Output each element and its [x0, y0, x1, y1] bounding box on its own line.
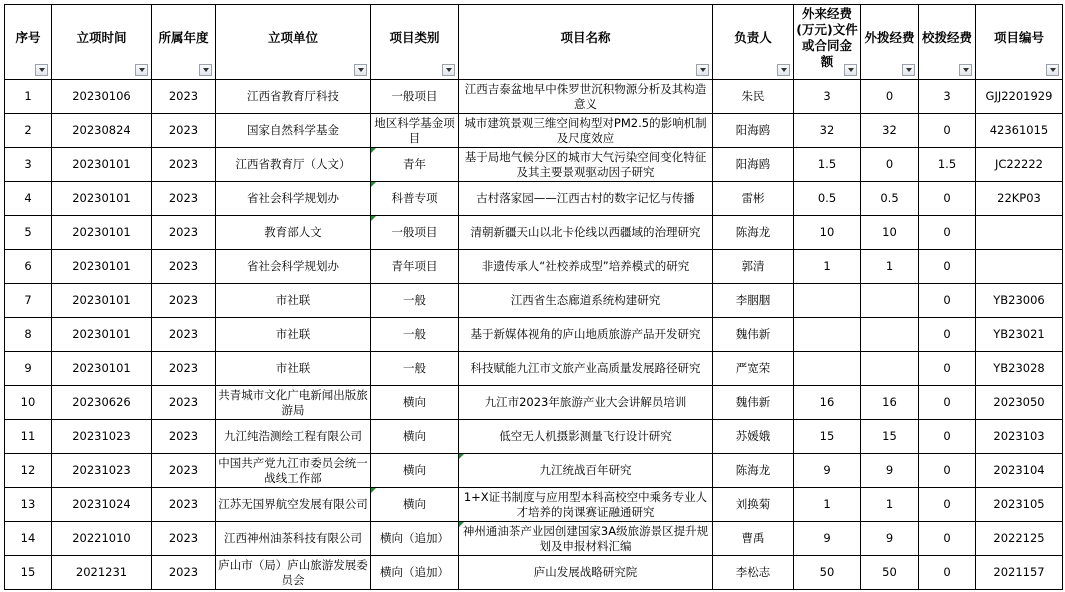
cell-ext_fund[interactable] — [794, 352, 861, 386]
cell-ext_alloc[interactable]: 32 — [861, 114, 919, 148]
table-row — [5, 318, 1063, 352]
cell-unit[interactable]: 江西神州油茶科技有限公司 — [216, 522, 371, 556]
cell-ext_alloc[interactable]: 16 — [861, 386, 919, 420]
cell-date[interactable]: 20221010 — [52, 522, 152, 556]
cell-type[interactable]: 地区科学基金项目 — [371, 114, 459, 148]
cell-date[interactable]: 20230101 — [52, 216, 152, 250]
cell-school_alloc[interactable]: 1.5 — [919, 148, 976, 182]
cell-ext_alloc[interactable]: 50 — [861, 556, 919, 590]
cell-seq[interactable]: 1 — [5, 80, 52, 114]
cell-ext_fund[interactable]: 32 — [794, 114, 861, 148]
cell-unit[interactable]: 共青城市文化广电新闻出版旅游局 — [216, 386, 371, 420]
cell-leader[interactable]: 曹禹 — [713, 522, 794, 556]
header-label: 外来经费(万元)文件或合同金额 — [796, 6, 858, 69]
cell-ext_fund[interactable] — [794, 284, 861, 318]
cell-code[interactable]: YB23006 — [976, 284, 1063, 318]
cell-type[interactable]: 青年项目 — [371, 250, 459, 284]
cell-year[interactable]: 2023 — [152, 80, 216, 114]
header-row — [5, 5, 1063, 80]
cell-type[interactable]: 横向 — [371, 386, 459, 420]
cell-date[interactable]: 20230101 — [52, 284, 152, 318]
cell-type[interactable]: 青年 — [371, 148, 459, 182]
cell-ext_alloc[interactable] — [861, 318, 919, 352]
cell-seq[interactable]: 10 — [5, 386, 52, 420]
cell-seq[interactable]: 9 — [5, 352, 52, 386]
cell-name[interactable]: 古村落家园——江西古村的数字记忆与传播 — [459, 182, 713, 216]
cell-seq[interactable]: 8 — [5, 318, 52, 352]
cell-year[interactable]: 2023 — [152, 148, 216, 182]
header-code[interactable] — [976, 5, 1063, 80]
cell-leader[interactable]: 魏伟新 — [713, 386, 794, 420]
cell-unit[interactable]: 省社会科学规划办 — [216, 182, 371, 216]
cell-seq[interactable]: 15 — [5, 556, 52, 590]
header-school_alloc[interactable] — [919, 5, 976, 80]
cell-year[interactable]: 2023 — [152, 420, 216, 454]
table-row — [5, 80, 1063, 114]
filter-dropdown-icon[interactable] — [844, 64, 857, 76]
spreadsheet-table — [4, 4, 1063, 590]
table-row — [5, 250, 1063, 284]
cell-type[interactable]: 一般 — [371, 318, 459, 352]
table-row — [5, 386, 1063, 420]
cell-ext_alloc[interactable] — [861, 284, 919, 318]
table-row — [5, 454, 1063, 488]
header-seq[interactable] — [5, 5, 52, 80]
cell-unit[interactable]: 中国共产党九江市委员会统一战线工作部 — [216, 454, 371, 488]
cell-unit[interactable]: 江苏无国界航空发展有限公司 — [216, 488, 371, 522]
cell-type[interactable]: 一般项目 — [371, 216, 459, 250]
cell-unit[interactable]: 九江纯浩测绘工程有限公司 — [216, 420, 371, 454]
cell-type[interactable]: 一般项目 — [371, 80, 459, 114]
cell-name[interactable]: 基于新媒体视角的庐山地质旅游产品开发研究 — [459, 318, 713, 352]
header-label: 校拨经费 — [921, 30, 972, 45]
cell-year[interactable]: 2023 — [152, 182, 216, 216]
cell-type[interactable]: 一般 — [371, 352, 459, 386]
table-row — [5, 522, 1063, 556]
header-label: 项目名称 — [560, 30, 611, 45]
header-name[interactable] — [459, 5, 713, 80]
cell-leader[interactable]: 刘换菊 — [713, 488, 794, 522]
cell-ext_alloc[interactable]: 0.5 — [861, 182, 919, 216]
cell-date[interactable]: 20231023 — [52, 420, 152, 454]
cell-school_alloc[interactable]: 3 — [919, 80, 976, 114]
cell-leader[interactable]: 陈海龙 — [713, 216, 794, 250]
cell-unit[interactable]: 庐山市（局）庐山旅游发展委员会 — [216, 556, 371, 590]
header-type[interactable] — [371, 5, 459, 80]
cell-year[interactable]: 2023 — [152, 216, 216, 250]
cell-date[interactable]: 20230101 — [52, 318, 152, 352]
cell-ext_alloc[interactable]: 0 — [861, 80, 919, 114]
cell-school_alloc[interactable]: 0 — [919, 250, 976, 284]
filter-dropdown-icon[interactable] — [135, 64, 148, 76]
cell-name[interactable]: 江西省生态廊道系统构建研究 — [459, 284, 713, 318]
cell-school_alloc[interactable]: 0 — [919, 352, 976, 386]
filter-dropdown-icon[interactable] — [902, 64, 915, 76]
cell-leader[interactable]: 雷彬 — [713, 182, 794, 216]
cell-date[interactable]: 20230626 — [52, 386, 152, 420]
cell-school_alloc[interactable]: 0 — [919, 454, 976, 488]
cell-name[interactable]: 庐山发展战略研究院 — [459, 556, 713, 590]
cell-seq[interactable]: 3 — [5, 148, 52, 182]
cell-school_alloc[interactable]: 0 — [919, 420, 976, 454]
cell-date[interactable]: 20230101 — [52, 250, 152, 284]
cell-ext_fund[interactable]: 15 — [794, 420, 861, 454]
cell-name[interactable]: 九江统战百年研究 — [459, 454, 713, 488]
cell-code[interactable]: 2021157 — [976, 556, 1063, 590]
cell-seq[interactable]: 6 — [5, 250, 52, 284]
cell-seq[interactable]: 12 — [5, 454, 52, 488]
filter-dropdown-icon[interactable] — [696, 64, 709, 76]
header-label: 立项时间 — [76, 30, 127, 45]
cell-leader[interactable]: 苏媛娥 — [713, 420, 794, 454]
header-label: 项目编号 — [993, 30, 1044, 45]
cell-unit[interactable]: 市社联 — [216, 352, 371, 386]
cell-ext_alloc[interactable]: 9 — [861, 522, 919, 556]
cell-code[interactable]: 2022125 — [976, 522, 1063, 556]
table-row — [5, 556, 1063, 590]
cell-date[interactable]: 20230106 — [52, 80, 152, 114]
cell-ext_fund[interactable]: 50 — [794, 556, 861, 590]
cell-year[interactable]: 2023 — [152, 250, 216, 284]
cell-type[interactable]: 横向 — [371, 420, 459, 454]
header-leader[interactable] — [713, 5, 794, 80]
cell-name[interactable]: 神州通油茶产业园创建国家3A级旅游景区提升规划及申报材料汇编 — [459, 522, 713, 556]
cell-date[interactable]: 20230824 — [52, 114, 152, 148]
cell-leader[interactable]: 朱民 — [713, 80, 794, 114]
cell-unit[interactable]: 市社联 — [216, 284, 371, 318]
cell-school_alloc[interactable]: 0 — [919, 182, 976, 216]
table-row — [5, 352, 1063, 386]
cell-code[interactable]: YB23028 — [976, 352, 1063, 386]
cell-code[interactable]: YB23021 — [976, 318, 1063, 352]
cell-leader[interactable]: 阳海鸥 — [713, 148, 794, 182]
cell-seq[interactable]: 14 — [5, 522, 52, 556]
cell-leader[interactable]: 李松志 — [713, 556, 794, 590]
cell-leader[interactable]: 严宽荣 — [713, 352, 794, 386]
cell-unit[interactable]: 江西省教育厅（人文） — [216, 148, 371, 182]
filter-dropdown-icon[interactable] — [777, 64, 790, 76]
cell-code[interactable]: 2023104 — [976, 454, 1063, 488]
cell-ext_fund[interactable]: 0.5 — [794, 182, 861, 216]
cell-year[interactable]: 2023 — [152, 114, 216, 148]
cell-code[interactable]: 42361015 — [976, 114, 1063, 148]
cell-name[interactable]: 九江市2023年旅游产业大会讲解员培训 — [459, 386, 713, 420]
cell-code[interactable]: 22KP03 — [976, 182, 1063, 216]
cell-year[interactable]: 2023 — [152, 284, 216, 318]
cell-type[interactable]: 一般 — [371, 284, 459, 318]
header-year[interactable] — [152, 5, 216, 80]
table-row — [5, 216, 1063, 250]
cell-year[interactable]: 2023 — [152, 522, 216, 556]
cell-ext_alloc[interactable]: 0 — [861, 148, 919, 182]
cell-school_alloc[interactable]: 0 — [919, 488, 976, 522]
cell-seq[interactable]: 11 — [5, 420, 52, 454]
table-row — [5, 284, 1063, 318]
table-row — [5, 148, 1063, 182]
cell-type[interactable]: 横向（追加） — [371, 522, 459, 556]
header-label: 立项单位 — [267, 30, 318, 45]
cell-ext_fund[interactable]: 3 — [794, 80, 861, 114]
cell-year[interactable]: 2023 — [152, 556, 216, 590]
cell-ext_fund[interactable]: 9 — [794, 522, 861, 556]
cell-name[interactable]: 科技赋能九江市文旅产业高质量发展路径研究 — [459, 352, 713, 386]
cell-code[interactable]: 2023103 — [976, 420, 1063, 454]
cell-seq[interactable]: 13 — [5, 488, 52, 522]
cell-year[interactable]: 2023 — [152, 352, 216, 386]
cell-ext_fund[interactable]: 10 — [794, 216, 861, 250]
filter-dropdown-icon[interactable] — [1046, 64, 1059, 76]
cell-date[interactable]: 20231023 — [52, 454, 152, 488]
table-row — [5, 114, 1063, 148]
header-label: 所属年度 — [158, 30, 209, 45]
filter-dropdown-icon[interactable] — [35, 64, 48, 76]
cell-seq[interactable]: 4 — [5, 182, 52, 216]
cell-leader[interactable]: 陈海龙 — [713, 454, 794, 488]
cell-code[interactable]: GJJ2201929 — [976, 80, 1063, 114]
cell-unit[interactable]: 省社会科学规划办 — [216, 250, 371, 284]
cell-type[interactable]: 横向 — [371, 488, 459, 522]
header-label: 外拨经费 — [864, 30, 915, 45]
cell-school_alloc[interactable]: 0 — [919, 522, 976, 556]
cell-leader[interactable]: 魏伟新 — [713, 318, 794, 352]
table-row — [5, 420, 1063, 454]
cell-school_alloc[interactable]: 0 — [919, 318, 976, 352]
cell-date[interactable]: 20231024 — [52, 488, 152, 522]
cell-code[interactable]: 2023050 — [976, 386, 1063, 420]
cell-code[interactable]: 2023105 — [976, 488, 1063, 522]
cell-ext_fund[interactable]: 1 — [794, 488, 861, 522]
cell-unit[interactable]: 江西省教育厅科技 — [216, 80, 371, 114]
cell-seq[interactable]: 7 — [5, 284, 52, 318]
cell-type[interactable]: 科普专项 — [371, 182, 459, 216]
header-label: 项目类别 — [389, 30, 440, 45]
cell-ext_fund[interactable]: 16 — [794, 386, 861, 420]
cell-school_alloc[interactable]: 0 — [919, 114, 976, 148]
cell-school_alloc[interactable]: 0 — [919, 216, 976, 250]
filter-dropdown-icon[interactable] — [959, 64, 972, 76]
cell-leader[interactable]: 阳海鸥 — [713, 114, 794, 148]
cell-code[interactable] — [976, 250, 1063, 284]
cell-name[interactable]: 非遗传承人“社校养成型”培养模式的研究 — [459, 250, 713, 284]
cell-seq[interactable]: 5 — [5, 216, 52, 250]
cell-year[interactable]: 2023 — [152, 318, 216, 352]
cell-name[interactable]: 清朝新疆天山以北卡伦线以西疆域的治理研究 — [459, 216, 713, 250]
cell-seq[interactable]: 2 — [5, 114, 52, 148]
cell-school_alloc[interactable]: 0 — [919, 386, 976, 420]
table-body — [5, 80, 1063, 590]
filter-dropdown-icon[interactable] — [442, 64, 455, 76]
header-date[interactable] — [52, 5, 152, 80]
cell-type[interactable]: 横向 — [371, 454, 459, 488]
filter-dropdown-icon[interactable] — [354, 64, 367, 76]
cell-ext_alloc[interactable]: 9 — [861, 454, 919, 488]
cell-unit[interactable]: 国家自然科学基金 — [216, 114, 371, 148]
cell-date[interactable]: 20230101 — [52, 352, 152, 386]
cell-code[interactable] — [976, 216, 1063, 250]
cell-year[interactable]: 2023 — [152, 454, 216, 488]
cell-ext_alloc[interactable]: 1 — [861, 250, 919, 284]
cell-date[interactable]: 20230101 — [52, 148, 152, 182]
cell-ext_fund[interactable]: 9 — [794, 454, 861, 488]
cell-name[interactable]: 江西吉泰盆地早中侏罗世沉积物源分析及其构造意义 — [459, 80, 713, 114]
cell-name[interactable]: 低空无人机摄影测量飞行设计研究 — [459, 420, 713, 454]
cell-leader[interactable]: 郭清 — [713, 250, 794, 284]
cell-ext_alloc[interactable] — [861, 352, 919, 386]
cell-year[interactable]: 2023 — [152, 488, 216, 522]
cell-ext_alloc[interactable]: 15 — [861, 420, 919, 454]
header-ext_fund[interactable] — [794, 5, 861, 80]
cell-code[interactable]: JC22222 — [976, 148, 1063, 182]
cell-school_alloc[interactable]: 0 — [919, 284, 976, 318]
cell-ext_alloc[interactable]: 10 — [861, 216, 919, 250]
header-unit[interactable] — [216, 5, 371, 80]
cell-ext_fund[interactable]: 1.5 — [794, 148, 861, 182]
cell-ext_fund[interactable]: 1 — [794, 250, 861, 284]
table-row — [5, 488, 1063, 522]
cell-date[interactable]: 2021231 — [52, 556, 152, 590]
table-row — [5, 182, 1063, 216]
cell-unit[interactable]: 市社联 — [216, 318, 371, 352]
cell-unit[interactable]: 教育部人文 — [216, 216, 371, 250]
header-ext_alloc[interactable] — [861, 5, 919, 80]
cell-name[interactable]: 基于局地气候分区的城市大气污染空间变化特征及其主要景观驱动因子研究 — [459, 148, 713, 182]
filter-dropdown-icon[interactable] — [199, 64, 212, 76]
header-label: 序号 — [15, 30, 41, 45]
cell-year[interactable]: 2023 — [152, 386, 216, 420]
header-label: 负责人 — [734, 30, 772, 45]
cell-ext_fund[interactable] — [794, 318, 861, 352]
cell-school_alloc[interactable]: 0 — [919, 556, 976, 590]
cell-name[interactable]: 城市建筑景观三维空间构型对PM2.5的影响机制及尺度效应 — [459, 114, 713, 148]
cell-date[interactable]: 20230101 — [52, 182, 152, 216]
cell-ext_alloc[interactable]: 1 — [861, 488, 919, 522]
cell-type[interactable]: 横向（追加） — [371, 556, 459, 590]
cell-name[interactable]: 1+X证书制度与应用型本科高校空中乘务专业人才培养的岗课赛证融通研究 — [459, 488, 713, 522]
cell-leader[interactable]: 李胭胭 — [713, 284, 794, 318]
